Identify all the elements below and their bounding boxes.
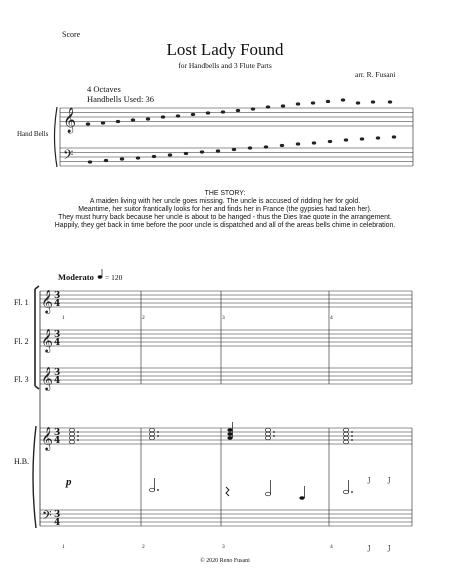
time-signature-numerator: 3 [54,291,61,301]
flute3-staff [40,368,412,384]
story-line: They must hurry back because her uncle is about to be hanged - thus the Dies Irae quote in the arrangement. [58,214,392,222]
time-signature-numerator: 3 [54,368,61,378]
treble-clef-icon: 𝄞 [41,366,53,390]
treble-clef-icon: 𝄞 [41,426,53,450]
handbell-bass-notes [149,478,353,500]
time-signature-numerator: 3 [54,428,61,438]
measure-number: 3 [222,315,225,321]
technique-mark: J [368,545,371,552]
story-line: A maiden living with her uncle goes missing. The uncle is accused of ridding her for gold. [89,198,361,206]
bass-clef-icon: 𝄢 [63,147,74,166]
range-notes-bass [88,135,396,163]
tempo-bpm: = 120 [105,273,123,282]
time-signature-denominator: 4 [54,436,61,446]
story-heading: THE STORY: [204,190,246,197]
time-signature-denominator: 4 [54,518,61,528]
arranger-credit: arr. R. Fusani [355,70,396,79]
technique-mark: J [368,477,371,484]
measure-number: 2 [142,315,145,321]
score-label: Score [62,30,81,39]
measure-number: 1 [62,315,65,321]
treble-clef-icon: 𝄞 [63,108,77,133]
tempo-marking: Moderato [58,272,94,282]
page-title: Lost Lady Found [166,40,284,59]
treble-clef-icon: 𝄞 [41,328,53,352]
part-label-handbells: H.B. [14,457,30,466]
story-line: Happily, they get back in time before the poor uncle is dispatched and all of the areas bells chime in celebration. [54,222,396,230]
part-label-flute1: Fl. 1 [14,298,29,307]
time-signature-denominator: 4 [54,299,61,309]
technique-mark: J [388,477,391,484]
time-signature-numerator: 3 [54,330,61,340]
technique-mark: J [388,545,391,552]
copyright-footer: © 2020 Reno Fusani [200,558,250,564]
subtitle: for Handbells and 3 Flute Parts [178,61,272,70]
handbell-treble-staff [40,428,412,444]
flute2-staff [40,330,412,346]
handbell-brace [33,426,36,528]
measure-number: 1 [62,544,65,550]
dynamic-marking: p [66,476,72,488]
quarter-note-icon [98,269,103,279]
part-label-flute3: Fl. 3 [14,375,29,384]
bells-used-text: Handbells Used: 36 [87,94,155,104]
treble-clef-icon: 𝄞 [41,289,53,313]
part-label-flute2: Fl. 2 [14,337,29,346]
flute1-staff [40,291,412,307]
time-signature-denominator: 4 [54,376,61,386]
measure-number: 4 [330,544,333,550]
measure-number: 3 [222,544,225,550]
handbell-bass-staff [40,510,412,526]
octaves-text: 4 Octaves [87,84,121,94]
brace [55,107,58,167]
time-signature-denominator: 4 [54,338,61,348]
flute-bracket [35,286,39,389]
measure-barlines [141,291,412,526]
handbell-quarter-chord [227,422,232,440]
time-signature-numerator: 3 [54,510,61,520]
measure-number: 2 [142,544,145,550]
story-line: Meantime, her suitor frantically looks for her and finds her in France (the gypsies had taken her). [78,206,372,214]
range-bass-staff [60,148,413,166]
hand-bells-label: Hand Bells [17,130,49,138]
bass-clef-icon: 𝄢 [42,508,52,526]
measure-number: 4 [330,315,333,321]
